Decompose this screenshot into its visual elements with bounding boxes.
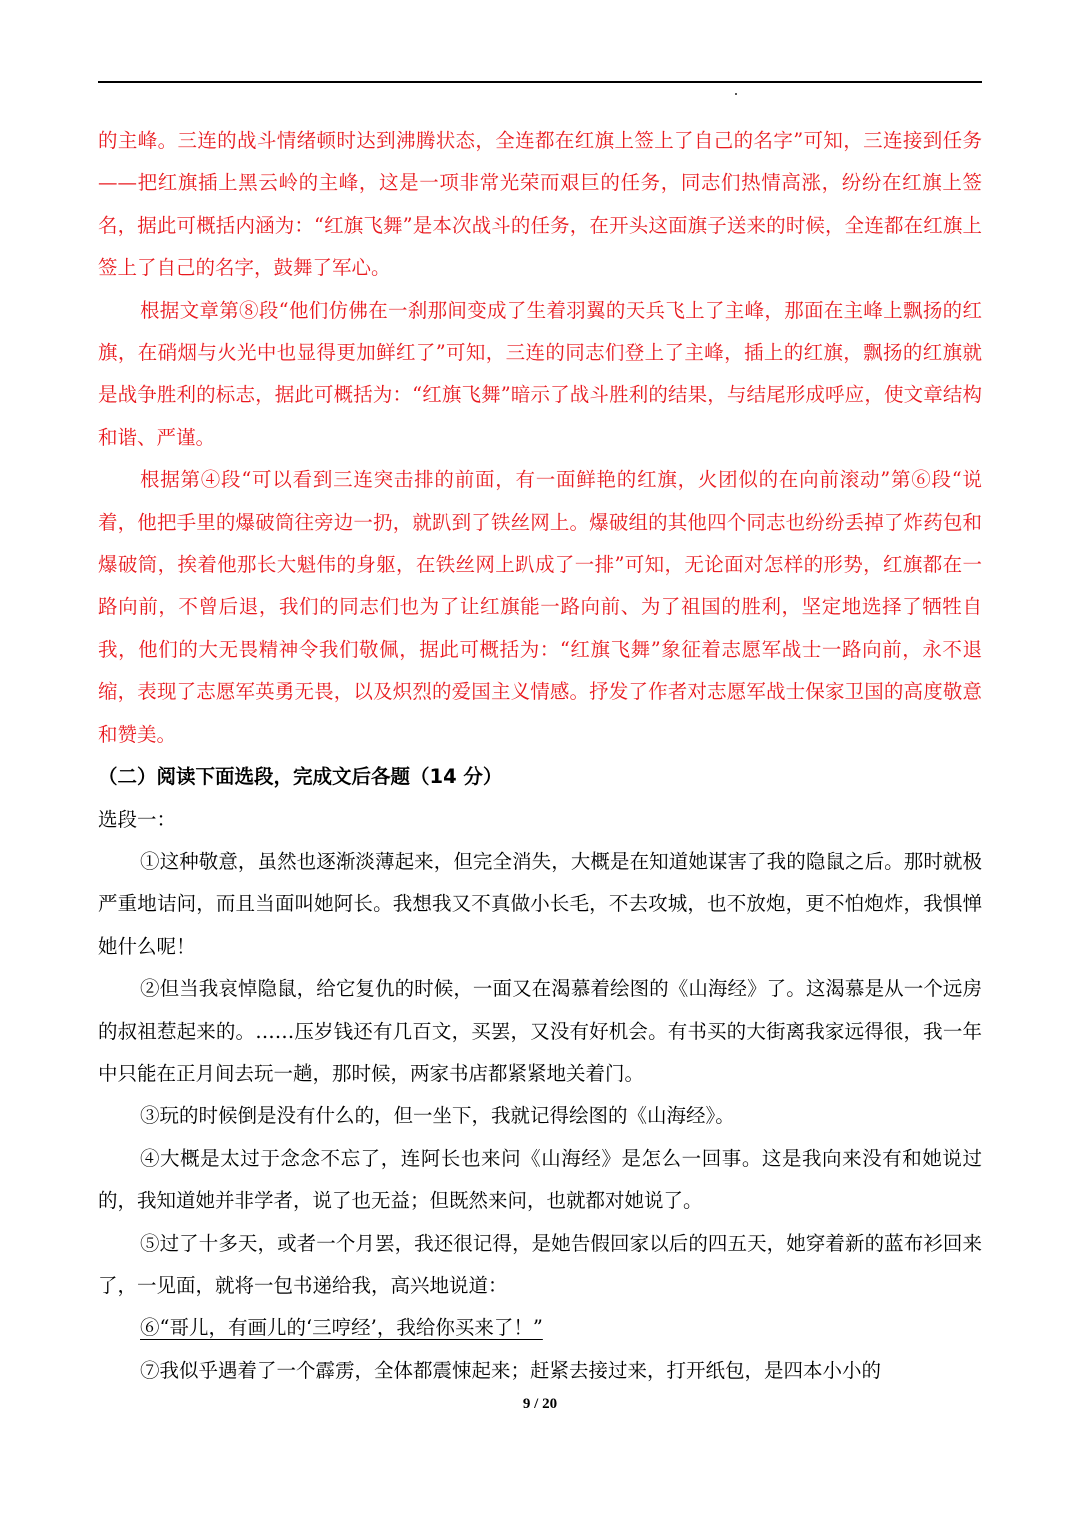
passage-paragraph-7: ⑦我似乎遇着了一个霹雳，全体都震悚起来；赶紧去接过来，打开纸包，是四本小小的: [140, 1358, 882, 1382]
passage-paragraph-2: ②但当我哀悼隐鼠，给它复仇的时候，一面又在渴慕着绘图的《山海经》了。这渴慕是从一个远房的叔祖惹起来的。……压岁钱还有几百文，买罢，又没有好机会。有书买的大街离我家远得很，我一年中只能在正月间去玩一趟，那时候，两家书店都紧紧地关着门。: [98, 977, 982, 1085]
page-number: 9 / 20: [522, 1396, 558, 1412]
answer-paragraph-2: 根据文章第⑧段“他们仿佛在一刹那间变成了生着羽翼的天兵飞上了主峰，那面在主峰上飘扬的红旗，在硝烟与火光中也显得更加鲜红了”可知，三连的同志们登上了主峰，插上的红旗，飘扬的红旗就是战争胜利的标志，据此可概括为：“红旗飞舞”暗示了战斗胜利的结果，与结尾形成呼应，使文章结构和谐、严谨。: [98, 298, 982, 449]
passage-paragraph-3: ③玩的时候倒是没有什么的，但一坐下，我就记得绘图的《山海经》。: [140, 1104, 735, 1128]
page-body: [98, 120, 982, 1392]
passage-paragraph-1: ①这种敬意，虽然也逐渐淡薄起来，但完全消失，大概是在知道她谋害了我的隐鼠之后。那时就极严重地诘问，而且当面叫她阿长。我想我又不真做小长毛，不去攻城，也不放炮，更不怕炮炸，我惧惮她什么呢！: [98, 849, 982, 958]
passage-paragraph-6: [98, 1307, 982, 1349]
passage-paragraph-5: ⑤过了十多天，或者一个月罢，我还很记得，是她告假回家以后的四五天，她穿着新的蓝布衫回来了，一见面，就将一包书递给我，高兴地说道：: [98, 1231, 982, 1297]
header-rule: [98, 81, 982, 83]
answer-paragraph-3: 根据第④段“可以看到三连突击排的前面，有一面鲜艳的红旗，火团似的在向前滚动”第⑥段“说着，他把手里的爆破筒往旁边一扔，就趴到了铁丝网上。爆破组的其他四个同志也纷纷丢掉了炸药包和爆破筒，挨着他那长大魁伟的身躯，在铁丝网上趴成了一排”可知，无论面对怎样的形势，红旗都在一路向前，不曾后退，我们的同志们也为了让红旗能一路向前、为了祖国的胜利，坚定地选择了牺牲自我，他们的大无畏精神令我们敬佩，据此可概括为：“红旗飞舞”象征着志愿军战士一路向前，永不退缩，表现了志愿军英勇无畏，以及炽烈的爱国主义情感。抒发了作者对志愿军战士保家卫国的高度敬意和赞美。: [98, 468, 982, 746]
section-heading: （二）阅读下面选段，完成文后各题（14 分）: [98, 765, 503, 789]
excerpt-label: 选段一：: [98, 807, 177, 831]
underlined-quote: ⑥“哥儿，有画儿的‘三哼经’，我给你买来了！”: [140, 1316, 543, 1340]
header-mark: [735, 93, 737, 95]
answer-paragraph-1: 的主峰。三连的战斗情绪顿时达到沸腾状态，全连都在红旗上签上了自己的名字”可知，三连接到任务——把红旗插上黑云岭的主峰，这是一项非常光荣而艰巨的任务，同志们热情高涨，纷纷在红旗上签名，据此可概括内涵为：“红旗飞舞”是本次战斗的任务，在开头这面旗子送来的时候，全连都在红旗上签上了自己的名字，鼓舞了军心。: [98, 129, 982, 280]
passage-paragraph-4: ④大概是太过于念念不忘了，连阿长也来问《山海经》是怎么一回事。这是我向来没有和她说过的，我知道她并非学者，说了也无益；但既然来问，也就都对她说了。: [98, 1146, 982, 1213]
